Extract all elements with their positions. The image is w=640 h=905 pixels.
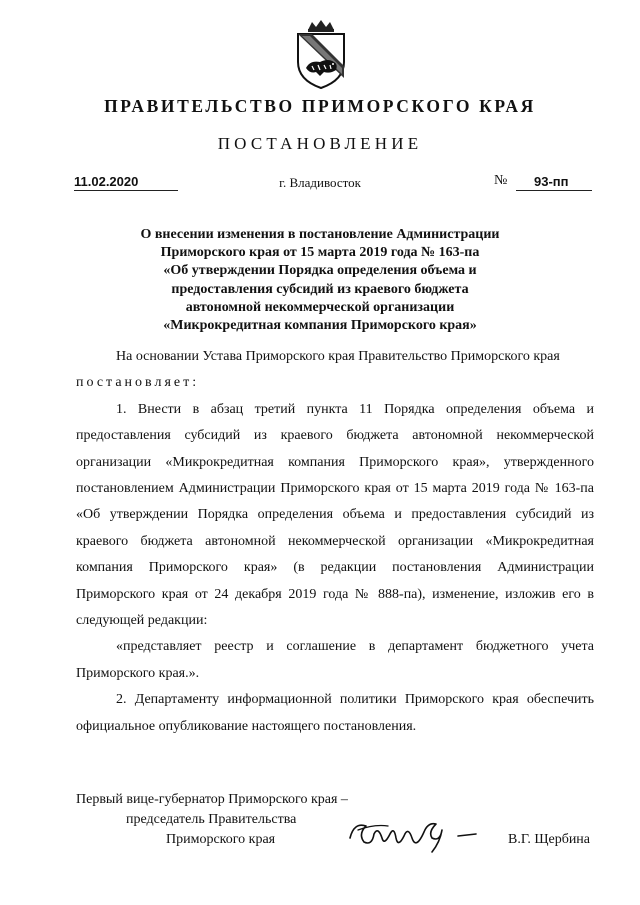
signatory-position-line-3: Приморского края [166,832,276,847]
signature-block [76,790,596,870]
subject-line: Приморского края от 15 марта 2019 года № 163-па [160,245,480,261]
coat-of-arms-icon [290,18,352,90]
number-label: № [494,173,508,188]
document-type: ПОСТАНОВЛЕНИЕ [217,134,423,153]
signatory-position-line-2: председатель Правительства [126,812,297,827]
document-number: 93-пп [516,174,592,191]
document-subject [0,226,640,335]
clause-1-paragraph: 1. Внести в абзац третий пункта 11 Порядка определения объема и предоставления субсидий из краевого бюджета автономной некоммерческой организации «Микрокредитная компания Приморского края», утвержденного постановлением Администрации Приморского края от 15 марта 2019 года № 163-па «Об утверждении Порядка определения объема и предоставления субсидий из краевого бюджета автономной некоммерческой организации «Микрокредитная компания Приморского края» (в редакции постановления Администрации Приморского края от 24 декабря 2019 года № 888-па), изменение, изложив его в следующей редакции: [76,401,594,629]
preamble-paragraph: На основании Устава Приморского края Правительство Приморского края [116,349,560,364]
subject-line: «Микрокредитная компания Приморского края» [163,318,477,334]
subject-line: О внесении изменения в постановление Администрации [140,227,500,242]
government-title: ПРАВИТЕЛЬСТВО ПРИМОРСКОГО КРАЯ [104,96,536,116]
clause-2-paragraph: 2. Департаменту информационной политики Приморского края обеспечить официальное опубликование настоящего постановления. [76,692,594,734]
document-city: г. Владивосток [279,175,361,190]
resolves-word: постановляет: [76,375,200,391]
subject-line: автономной некоммерческой организации [185,299,455,315]
document-meta [0,172,640,196]
signatory-position-line-1: Первый вице-губернатор Приморского края – [76,792,348,807]
signatory-name: В.Г. Щербина [508,832,591,847]
subject-line: «Об утверждении Порядка определения объема и [163,263,477,279]
document-body [76,344,594,740]
handwritten-signature-icon [344,808,484,858]
subject-line: предоставления субсидий из краевого бюджета [171,281,469,297]
document-date: 11.02.2020 [74,174,178,191]
quoted-amendment-paragraph: «представляет реестр и соглашение в департамент бюджетного учета Приморского края.». [76,639,594,681]
